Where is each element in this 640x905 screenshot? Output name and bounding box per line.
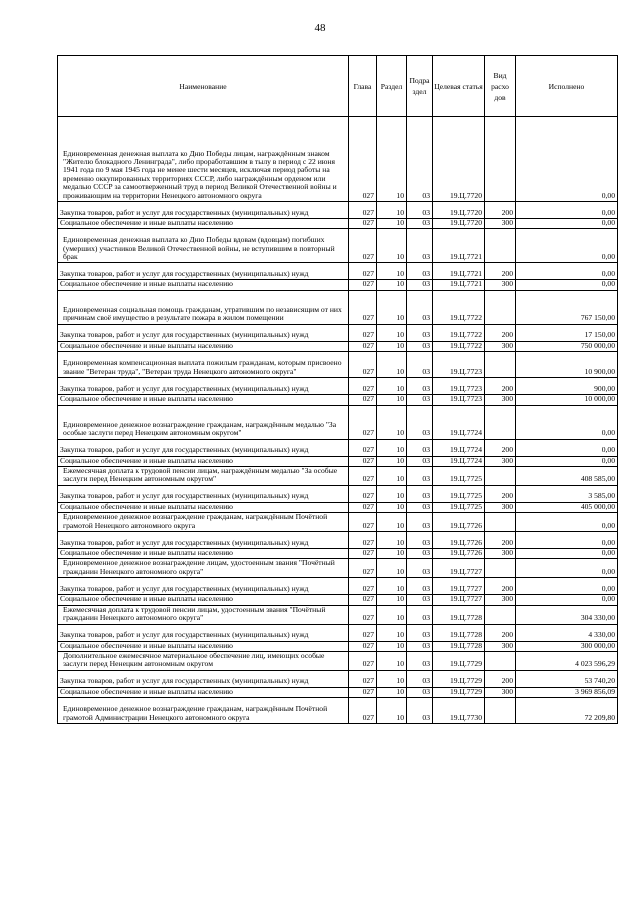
cell-razdel: 10	[377, 605, 407, 624]
cell-article: 19.Ц.7725	[433, 502, 485, 512]
table-body	[58, 117, 618, 724]
cell-amount: 0,00	[516, 117, 618, 202]
cell-amount: 72 209,80	[516, 698, 618, 724]
cell-razdel: 10	[377, 456, 407, 466]
table-row	[58, 605, 618, 624]
cell-podrazdel: 03	[407, 698, 433, 724]
cell-podrazdel: 03	[407, 624, 433, 641]
cell-amount: 3 969 856,09	[516, 687, 618, 697]
cell-razdel: 10	[377, 467, 407, 486]
cell-article: 19.Ц.7729	[433, 651, 485, 670]
cell-name: Единовременное денежное вознаграждение лицам, удостоенным звания "Почётный гражданин Ненецкого автономного округа"	[58, 559, 349, 578]
table-row	[58, 341, 618, 351]
column-header-amount: Исполнено	[516, 56, 618, 117]
table-row	[58, 290, 618, 324]
page-number: 48	[314, 22, 326, 34]
cell-vid: 300	[485, 502, 516, 512]
cell-glava: 027	[349, 395, 377, 405]
cell-razdel: 10	[377, 578, 407, 595]
cell-amount: 10 900,00	[516, 352, 618, 378]
cell-razdel: 10	[377, 405, 407, 439]
cell-razdel: 10	[377, 651, 407, 670]
cell-glava: 027	[349, 202, 377, 219]
cell-podrazdel: 03	[407, 341, 433, 351]
cell-vid	[485, 467, 516, 486]
cell-name: Закупка товаров, работ и услуг для государственных (муниципальных) нужд	[58, 324, 349, 341]
table-row	[58, 687, 618, 697]
cell-razdel: 10	[377, 202, 407, 219]
cell-vid: 300	[485, 219, 516, 229]
cell-article: 19.Ц.7728	[433, 605, 485, 624]
cell-article: 19.Ц.7722	[433, 324, 485, 341]
cell-podrazdel: 03	[407, 532, 433, 549]
cell-podrazdel: 03	[407, 324, 433, 341]
cell-podrazdel: 03	[407, 578, 433, 595]
cell-vid	[485, 559, 516, 578]
cell-vid: 200	[485, 202, 516, 219]
cell-vid: 300	[485, 341, 516, 351]
budget-table	[57, 55, 618, 724]
cell-razdel: 10	[377, 219, 407, 229]
cell-glava: 027	[349, 532, 377, 549]
cell-glava: 027	[349, 559, 377, 578]
cell-name: Социальное обеспечение и иные выплаты населению	[58, 219, 349, 229]
cell-article: 19.Ц.7721	[433, 229, 485, 263]
cell-name: Закупка товаров, работ и услуг для государственных (муниципальных) нужд	[58, 439, 349, 456]
cell-article: 19.Ц.7722	[433, 290, 485, 324]
table-row	[58, 439, 618, 456]
cell-podrazdel: 03	[407, 595, 433, 605]
cell-podrazdel: 03	[407, 352, 433, 378]
cell-article: 19.Ц.7724	[433, 405, 485, 439]
cell-glava: 027	[349, 324, 377, 341]
cell-amount: 17 150,00	[516, 324, 618, 341]
cell-article: 19.Ц.7721	[433, 280, 485, 290]
cell-amount: 0,00	[516, 549, 618, 559]
cell-amount: 0,00	[516, 559, 618, 578]
cell-article: 19.Ц.7720	[433, 202, 485, 219]
cell-podrazdel: 03	[407, 290, 433, 324]
column-header-podrazdel: Подра здел	[407, 56, 433, 117]
cell-glava: 027	[349, 624, 377, 641]
table-row	[58, 378, 618, 395]
table-row	[58, 219, 618, 229]
cell-podrazdel: 03	[407, 117, 433, 202]
cell-name: Социальное обеспечение и иные выплаты населению	[58, 280, 349, 290]
cell-name: Социальное обеспечение и иные выплаты населению	[58, 687, 349, 697]
cell-vid: 200	[485, 578, 516, 595]
cell-name: Социальное обеспечение и иные выплаты населению	[58, 502, 349, 512]
cell-name: Закупка товаров, работ и услуг для государственных (муниципальных) нужд	[58, 202, 349, 219]
cell-razdel: 10	[377, 513, 407, 532]
table-row	[58, 324, 618, 341]
table-row	[58, 651, 618, 670]
cell-razdel: 10	[377, 595, 407, 605]
table-row	[58, 578, 618, 595]
cell-article: 19.Ц.7723	[433, 352, 485, 378]
cell-razdel: 10	[377, 439, 407, 456]
cell-razdel: 10	[377, 532, 407, 549]
cell-vid: 200	[485, 532, 516, 549]
cell-razdel: 10	[377, 263, 407, 280]
cell-article: 19.Ц.7720	[433, 117, 485, 202]
cell-razdel: 10	[377, 687, 407, 697]
cell-article: 19.Ц.7727	[433, 578, 485, 595]
cell-glava: 027	[349, 670, 377, 687]
cell-podrazdel: 03	[407, 263, 433, 280]
cell-name: Единовременная компенсационная выплата пожилым гражданам, которым присвоено звание "Ветеран труда", "Ветеран труда Ненецкого автономного округа"	[58, 352, 349, 378]
cell-podrazdel: 03	[407, 651, 433, 670]
cell-vid: 300	[485, 280, 516, 290]
cell-name: Закупка товаров, работ и услуг для государственных (муниципальных) нужд	[58, 670, 349, 687]
cell-glava: 027	[349, 698, 377, 724]
cell-article: 19.Ц.7723	[433, 378, 485, 395]
cell-amount: 0,00	[516, 405, 618, 439]
cell-amount: 0,00	[516, 513, 618, 532]
cell-vid	[485, 605, 516, 624]
table-row	[58, 641, 618, 651]
table-row	[58, 263, 618, 280]
cell-podrazdel: 03	[407, 641, 433, 651]
table-row	[58, 670, 618, 687]
cell-name: Социальное обеспечение и иные выплаты населению	[58, 549, 349, 559]
cell-vid	[485, 405, 516, 439]
cell-podrazdel: 03	[407, 395, 433, 405]
cell-amount: 0,00	[516, 219, 618, 229]
cell-vid: 300	[485, 687, 516, 697]
cell-name: Социальное обеспечение и иные выплаты населению	[58, 641, 349, 651]
cell-glava: 027	[349, 687, 377, 697]
cell-glava: 027	[349, 513, 377, 532]
cell-podrazdel: 03	[407, 378, 433, 395]
cell-vid: 200	[485, 485, 516, 502]
cell-vid	[485, 513, 516, 532]
cell-amount: 0,00	[516, 229, 618, 263]
cell-name: Единовременная социальная помощь гражданам, утратившим по независящим от них причинам своё имущество в результате пожара в жилом помещении	[58, 290, 349, 324]
cell-amount: 767 150,00	[516, 290, 618, 324]
table-row	[58, 595, 618, 605]
cell-amount: 750 000,00	[516, 341, 618, 351]
column-header-vid: Вид расхо дов	[485, 56, 516, 117]
cell-amount: 304 330,00	[516, 605, 618, 624]
cell-vid: 300	[485, 549, 516, 559]
cell-article: 19.Ц.7726	[433, 513, 485, 532]
cell-name: Социальное обеспечение и иные выплаты населению	[58, 395, 349, 405]
cell-razdel: 10	[377, 559, 407, 578]
column-header-glava: Глава	[349, 56, 377, 117]
cell-amount: 300 000,00	[516, 641, 618, 651]
cell-glava: 027	[349, 651, 377, 670]
cell-vid	[485, 651, 516, 670]
cell-razdel: 10	[377, 290, 407, 324]
table-row	[58, 405, 618, 439]
cell-glava: 027	[349, 290, 377, 324]
cell-amount: 4 330,00	[516, 624, 618, 641]
cell-glava: 027	[349, 595, 377, 605]
cell-article: 19.Ц.7720	[433, 219, 485, 229]
cell-vid	[485, 352, 516, 378]
cell-article: 19.Ц.7726	[433, 532, 485, 549]
cell-glava: 027	[349, 467, 377, 486]
cell-article: 19.Ц.7725	[433, 485, 485, 502]
cell-podrazdel: 03	[407, 456, 433, 466]
table-row	[58, 532, 618, 549]
cell-razdel: 10	[377, 117, 407, 202]
column-header-name: Наименование	[58, 56, 349, 117]
cell-razdel: 10	[377, 378, 407, 395]
table-row	[58, 559, 618, 578]
cell-article: 19.Ц.7728	[433, 641, 485, 651]
cell-amount: 0,00	[516, 202, 618, 219]
cell-podrazdel: 03	[407, 549, 433, 559]
cell-vid	[485, 229, 516, 263]
cell-razdel: 10	[377, 502, 407, 512]
cell-podrazdel: 03	[407, 219, 433, 229]
cell-vid	[485, 290, 516, 324]
cell-glava: 027	[349, 485, 377, 502]
table-row	[58, 229, 618, 263]
cell-podrazdel: 03	[407, 280, 433, 290]
cell-article: 19.Ц.7722	[433, 341, 485, 351]
cell-name: Закупка товаров, работ и услуг для государственных (муниципальных) нужд	[58, 624, 349, 641]
cell-podrazdel: 03	[407, 687, 433, 697]
cell-podrazdel: 03	[407, 202, 433, 219]
cell-article: 19.Ц.7729	[433, 687, 485, 697]
table-row	[58, 352, 618, 378]
cell-podrazdel: 03	[407, 485, 433, 502]
cell-razdel: 10	[377, 485, 407, 502]
cell-vid	[485, 117, 516, 202]
cell-razdel: 10	[377, 280, 407, 290]
table-header-row	[58, 56, 618, 117]
cell-vid: 200	[485, 624, 516, 641]
cell-amount: 53 740,20	[516, 670, 618, 687]
cell-name: Закупка товаров, работ и услуг для государственных (муниципальных) нужд	[58, 485, 349, 502]
table-row	[58, 117, 618, 202]
table-row	[58, 513, 618, 532]
cell-razdel: 10	[377, 341, 407, 351]
cell-article: 19.Ц.7724	[433, 456, 485, 466]
cell-amount: 0,00	[516, 439, 618, 456]
cell-podrazdel: 03	[407, 405, 433, 439]
cell-razdel: 10	[377, 670, 407, 687]
cell-glava: 027	[349, 605, 377, 624]
table-row	[58, 280, 618, 290]
cell-amount: 900,00	[516, 378, 618, 395]
cell-vid: 300	[485, 641, 516, 651]
table-row	[58, 485, 618, 502]
cell-amount: 10 000,00	[516, 395, 618, 405]
cell-glava: 027	[349, 352, 377, 378]
cell-podrazdel: 03	[407, 502, 433, 512]
cell-vid	[485, 698, 516, 724]
cell-razdel: 10	[377, 324, 407, 341]
table-row	[58, 456, 618, 466]
cell-vid: 200	[485, 439, 516, 456]
cell-name: Единовременное денежное вознаграждение гражданам, награждённым Почётной грамотой Ненецкого автономного округа	[58, 513, 349, 532]
cell-article: 19.Ц.7729	[433, 670, 485, 687]
cell-glava: 027	[349, 578, 377, 595]
table-row	[58, 549, 618, 559]
cell-amount: 0,00	[516, 456, 618, 466]
cell-name: Закупка товаров, работ и услуг для государственных (муниципальных) нужд	[58, 578, 349, 595]
cell-name: Ежемесячная доплата к трудовой пенсии лицам, награждённым медалью "За особые заслуги перед Ненецким автономным округом"	[58, 467, 349, 486]
cell-name: Единовременное денежное вознаграждение гражданам, награждённым Почётной грамотой Администрации Ненецкого автономного округа	[58, 698, 349, 724]
cell-glava: 027	[349, 439, 377, 456]
cell-article: 19.Ц.7730	[433, 698, 485, 724]
cell-name: Закупка товаров, работ и услуг для государственных (муниципальных) нужд	[58, 532, 349, 549]
cell-razdel: 10	[377, 395, 407, 405]
table-row	[58, 202, 618, 219]
cell-glava: 027	[349, 263, 377, 280]
cell-glava: 027	[349, 641, 377, 651]
cell-name: Единовременная денежная выплата ко Дню Победы вдовам (вдовцам) погибших (умерших) участников Великой Отечественной войны, не вступившим в повторный брак	[58, 229, 349, 263]
cell-glava: 027	[349, 219, 377, 229]
cell-amount: 0,00	[516, 280, 618, 290]
cell-podrazdel: 03	[407, 670, 433, 687]
cell-podrazdel: 03	[407, 229, 433, 263]
column-header-razdel: Раздел	[377, 56, 407, 117]
cell-razdel: 10	[377, 641, 407, 651]
cell-article: 19.Ц.7721	[433, 263, 485, 280]
cell-vid: 200	[485, 263, 516, 280]
cell-glava: 027	[349, 341, 377, 351]
cell-amount: 3 585,00	[516, 485, 618, 502]
table-row	[58, 467, 618, 486]
cell-glava: 027	[349, 378, 377, 395]
table-row	[58, 698, 618, 724]
cell-razdel: 10	[377, 624, 407, 641]
cell-article: 19.Ц.7724	[433, 439, 485, 456]
cell-glava: 027	[349, 549, 377, 559]
cell-vid: 300	[485, 595, 516, 605]
cell-amount: 0,00	[516, 532, 618, 549]
cell-vid: 200	[485, 378, 516, 395]
cell-glava: 027	[349, 456, 377, 466]
cell-razdel: 10	[377, 352, 407, 378]
cell-name: Дополнительное ежемесячное материальное обеспечение лиц, имеющих особые заслуги перед Ненецким автономным округом	[58, 651, 349, 670]
cell-amount: 408 585,00	[516, 467, 618, 486]
cell-article: 19.Ц.7723	[433, 395, 485, 405]
cell-name: Ежемесячная доплата к трудовой пенсии лицам, удостоенным звания "Почётный гражданин Ненецкого автономного округа"	[58, 605, 349, 624]
cell-amount: 0,00	[516, 578, 618, 595]
cell-vid: 200	[485, 670, 516, 687]
cell-glava: 027	[349, 502, 377, 512]
table-row	[58, 502, 618, 512]
cell-article: 19.Ц.7728	[433, 624, 485, 641]
cell-article: 19.Ц.7727	[433, 559, 485, 578]
cell-podrazdel: 03	[407, 559, 433, 578]
cell-glava: 027	[349, 229, 377, 263]
cell-name: Социальное обеспечение и иные выплаты населению	[58, 456, 349, 466]
cell-name: Социальное обеспечение и иные выплаты населению	[58, 341, 349, 351]
cell-article: 19.Ц.7727	[433, 595, 485, 605]
table-row	[58, 395, 618, 405]
cell-glava: 027	[349, 117, 377, 202]
cell-podrazdel: 03	[407, 605, 433, 624]
cell-amount: 0,00	[516, 263, 618, 280]
cell-podrazdel: 03	[407, 439, 433, 456]
cell-razdel: 10	[377, 549, 407, 559]
cell-razdel: 10	[377, 229, 407, 263]
cell-name: Социальное обеспечение и иные выплаты населению	[58, 595, 349, 605]
cell-name: Единовременная денежная выплата ко Дню Победы лицам, награждённым знаком "Жителю блокадного Ленинграда", либо проработавшим в тылу в период с 22 июня 1941 года по 9 мая 1945 года не менее шести месяцев, исключая период работы на временно оккупированных территориях СССР, либо награждённым орденом или медалью СССР за самоотверженный труд в период Великой Отечественной войны и проживающим на территории Ненецкого автономного округа	[58, 117, 349, 202]
cell-name: Закупка товаров, работ и услуг для государственных (муниципальных) нужд	[58, 378, 349, 395]
cell-vid: 300	[485, 395, 516, 405]
column-header-article: Целевая статья	[433, 56, 485, 117]
cell-podrazdel: 03	[407, 467, 433, 486]
cell-glava: 027	[349, 280, 377, 290]
cell-razdel: 10	[377, 698, 407, 724]
cell-article: 19.Ц.7726	[433, 549, 485, 559]
cell-name: Единовременное денежное вознаграждение гражданам, награждённым медалью "За особые заслуги перед Ненецким автономным округом"	[58, 405, 349, 439]
cell-vid: 200	[485, 324, 516, 341]
cell-article: 19.Ц.7725	[433, 467, 485, 486]
table-row	[58, 624, 618, 641]
cell-vid: 300	[485, 456, 516, 466]
cell-amount: 0,00	[516, 595, 618, 605]
cell-podrazdel: 03	[407, 513, 433, 532]
cell-amount: 405 000,00	[516, 502, 618, 512]
cell-name: Закупка товаров, работ и услуг для государственных (муниципальных) нужд	[58, 263, 349, 280]
cell-amount: 4 023 596,29	[516, 651, 618, 670]
cell-glava: 027	[349, 405, 377, 439]
